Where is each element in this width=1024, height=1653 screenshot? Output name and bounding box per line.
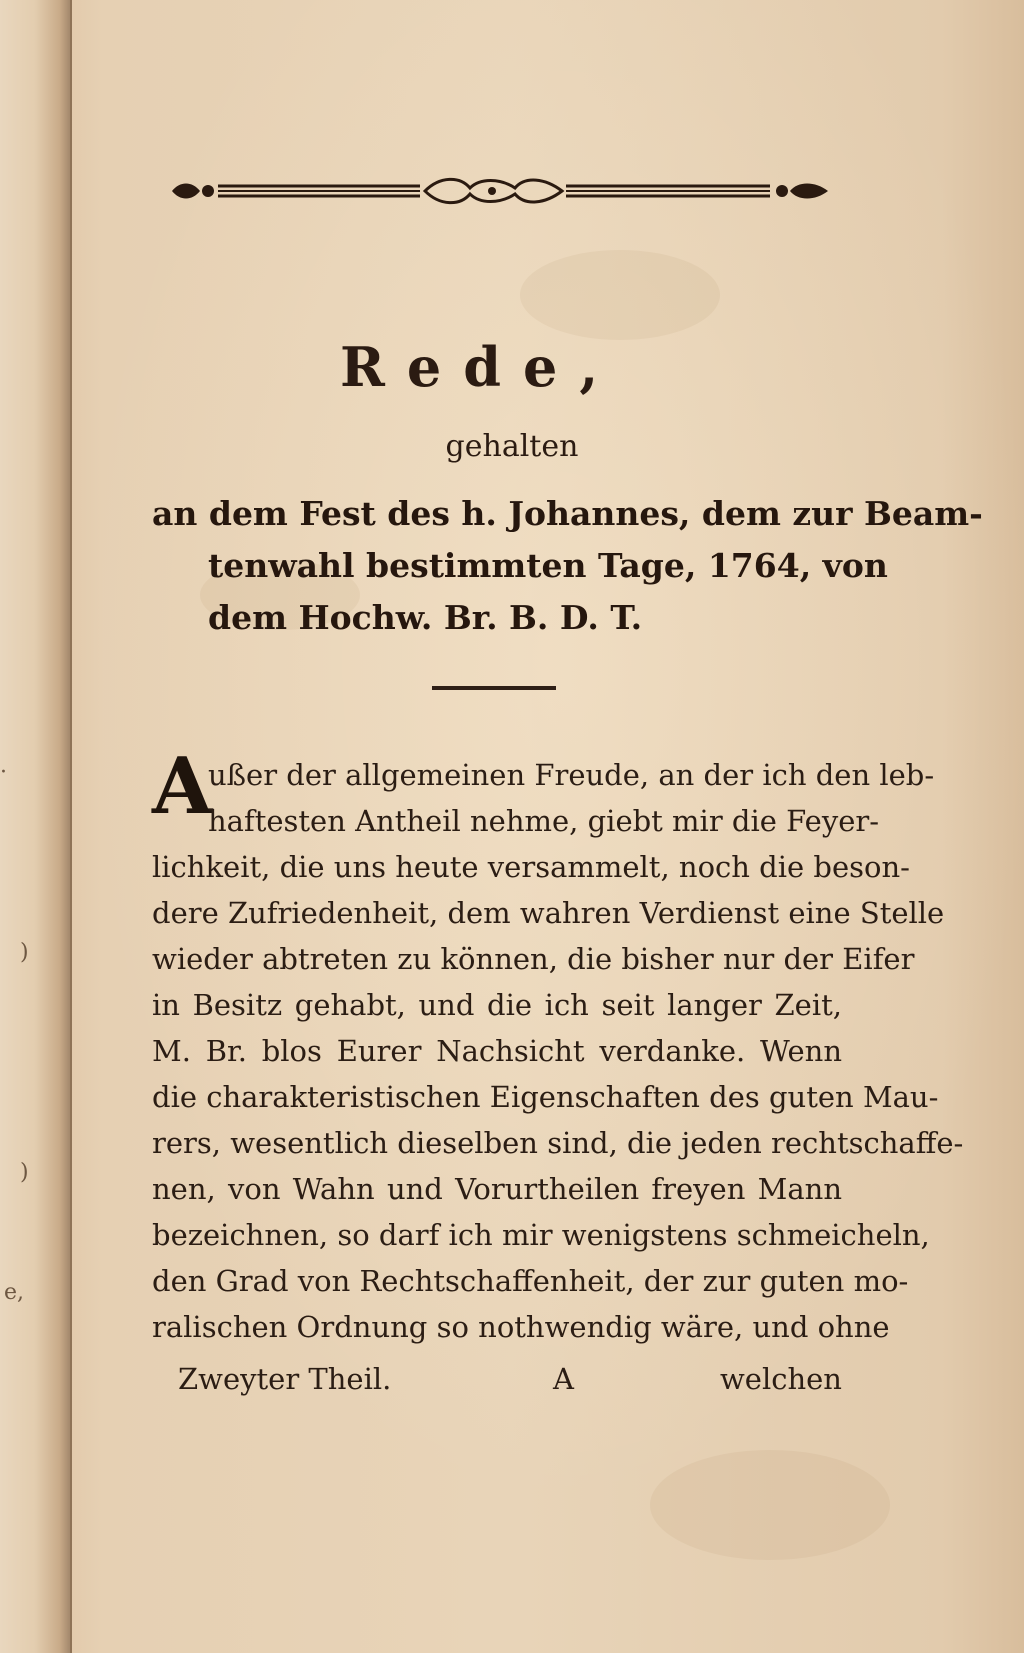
margin-mark: ): [20, 1160, 29, 1185]
body-line: lichkeit, die uns heute versammelt, noch die beson-: [152, 850, 910, 884]
facing-page-edge: [0, 0, 72, 1653]
body-line: M. Br. blos Eurer Nachsicht verdanke. Wenn: [152, 1034, 842, 1068]
signature-mark: Zweyter Theil.: [178, 1362, 392, 1396]
margin-mark: ): [20, 940, 29, 965]
body-line: ralischen Ordnung so nothwendig wäre, und ohne: [152, 1310, 890, 1344]
body-line: haftesten Antheil nehme, giebt mir die Feyer-: [208, 804, 880, 838]
paper-stain: [650, 1450, 890, 1560]
body-paragraph: [152, 752, 964, 1350]
page-subtitle: gehalten: [445, 429, 579, 464]
body-line: dere Zufriedenheit, dem wahren Verdienst eine Stelle: [152, 896, 945, 930]
paper-stain: [520, 250, 720, 340]
section-divider: [432, 686, 556, 690]
heading-block: [152, 488, 983, 644]
body-line: nen, von Wahn und Vorurtheilen freyen Mann: [152, 1172, 842, 1206]
margin-mark: e,: [4, 1280, 25, 1305]
sheet-mark: A: [553, 1362, 574, 1396]
body-line: rers, wesentlich dieselben sind, die jeden rechtschaffe-: [152, 1126, 964, 1160]
body-line: bezeichnen, so darf ich mir wenigstens schmeicheln,: [152, 1218, 930, 1252]
catchword: welchen: [719, 1362, 842, 1396]
heading-line: tenwahl bestimmten Tage, 1764, von: [208, 546, 888, 585]
body-line: ußer der allgemeinen Freude, an der ich den leb-: [208, 758, 935, 792]
body-line: wieder abtreten zu können, die bisher nur der Eifer: [152, 942, 915, 976]
page-title: Rede,: [340, 335, 621, 399]
drop-cap: A: [152, 741, 213, 832]
margin-mark: ·: [0, 760, 7, 785]
body-line: den Grad von Rechtschaffenheit, der zur guten mo-: [152, 1264, 909, 1298]
heading-line: dem Hochw. Br. B. D. T.: [208, 598, 643, 637]
body-line: die charakteristischen Eigenschaften des guten Mau-: [152, 1080, 939, 1114]
ornamental-rule-icon: [170, 176, 830, 206]
heading-line: an dem Fest des h. Johannes, dem zur Beam-: [152, 494, 983, 533]
body-line: in Besitz gehabt, und die ich seit langer Zeit,: [152, 988, 842, 1022]
